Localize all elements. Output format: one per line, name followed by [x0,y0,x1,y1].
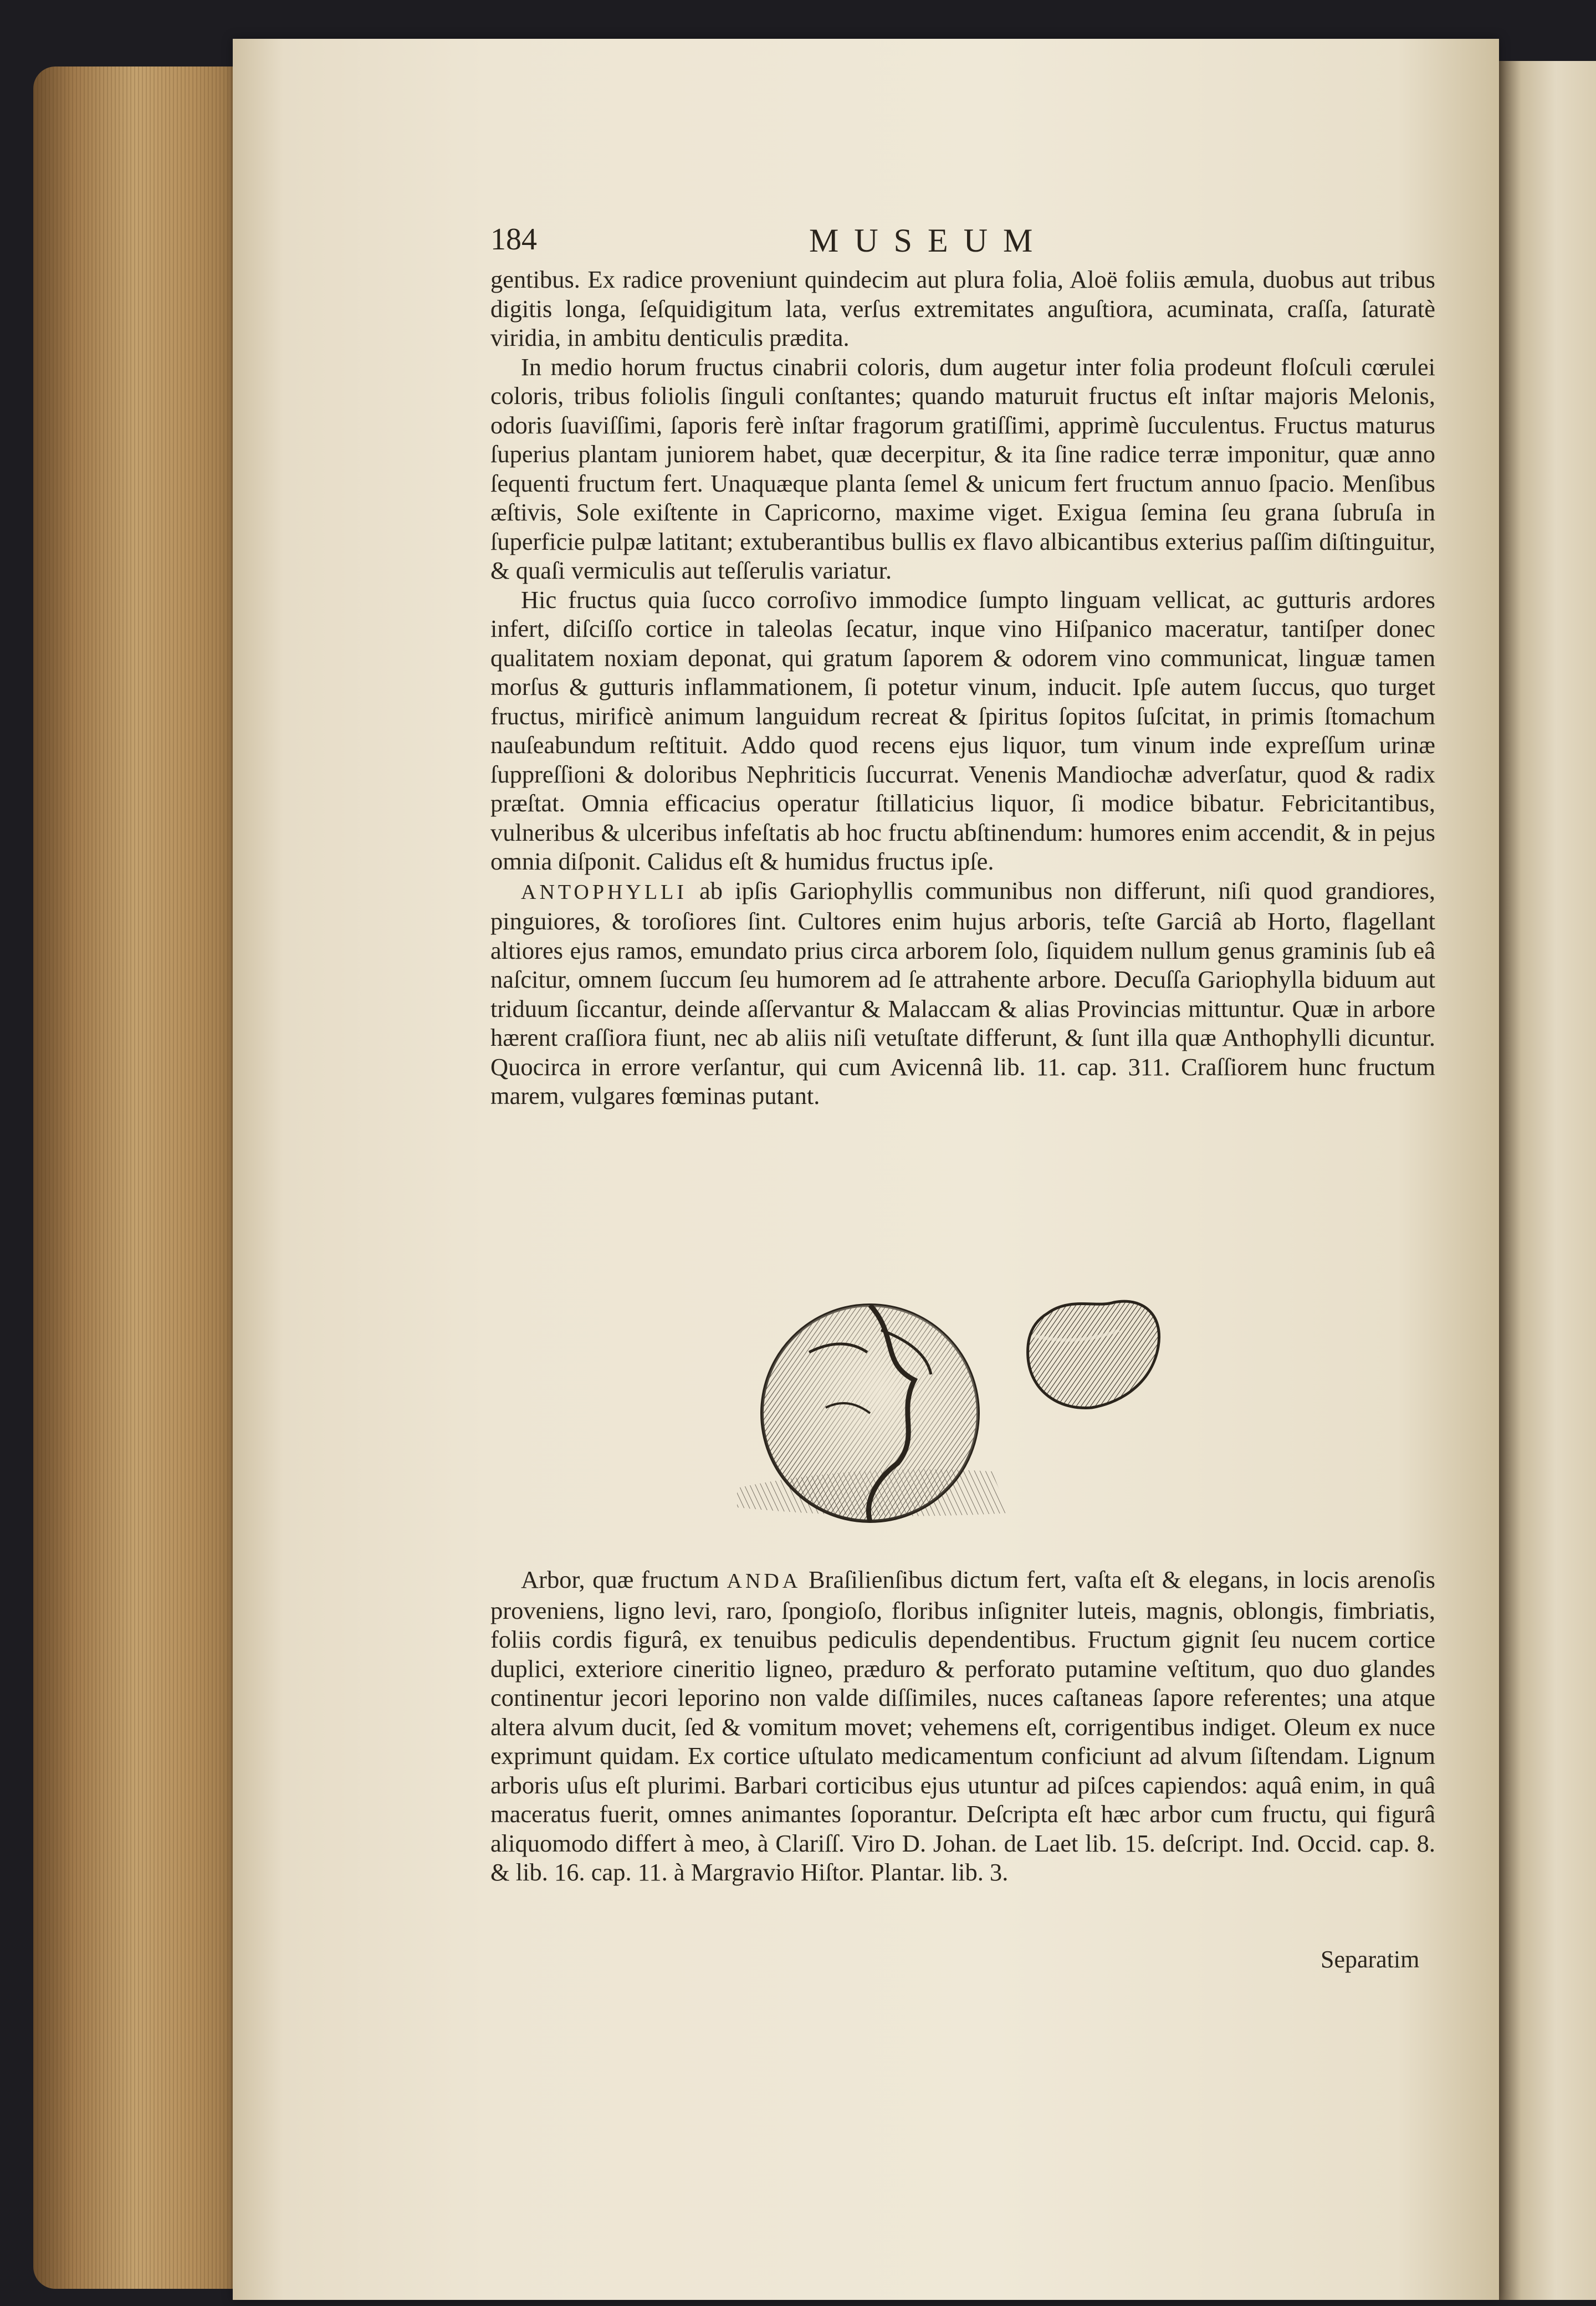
book-page-edges [33,67,260,2289]
antophylli-text: ab ipſis Gariophyllis communibus non differunt, niſi quod grandiores, pinguiores, & toroſiores ſint. Cultores enim hujus arboris, teſte Garciâ ab Horto, flagellant altiores ejus ramos, emundato prius circa arborem ſolo, ſiquidem nullum genus graminis ſub eâ naſcitur, omnem ſuccum ſeu humorem ad ſe attrahente arbore. Decuſſa Gariophylla biduum aut triduum ſiccantur, deinde aſſervantur & Malaccam & alias Provincias mittuntur. Quæ in arbore hærent craſſiora fiunt, nec ab aliis niſi vetuſtate differunt, & ſunt illa quæ Anthophylli dicuntur. Quocirca in errore verſantur, qui cum Avicennâ lib. 11. cap. 311. Craſſiorem hunc fructum marem, vulgares fœminas putant. [490,876,1435,1109]
woodcut-illustration [732,1269,1214,1541]
paragraph-hic-fructus: Hic fructus quia ſucco corroſivo immodice ſumpto linguam vellicat, ac gutturis ardores infert, diſciſſo cortice in taleolas ſecatur, inque vino Hiſpanico maceratur, tantiſper donec qualitatem noxiam deponat, qui gratum ſaporem & odorem vino communicat, linguæ tamen morſus & gutturis inflammationem, ſi potetur vinum, inducit. Ipſe autem ſuccus, quo turget fructus, mirificè animum languidum recreat & ſpiritus ſopitos ſuſcitat, in primis ſtomachum nauſeabundum reſtituit. Addo quod recens ejus liquor, tum vinum inde expreſſum urinæ ſuppreſſioni & doloribus Nephriticis ſuccurrat. Venenis Mandiochæ adverſatur, quod & radix præſtat. Omnia efficacius operatur ſtillaticius liquor, ſi modice bibatur. Febricitantibus, vulneribus & ulceribus infeſtatis ab hoc fructu abſtinendum: humores enim accendit, & in pejus omnia diſponit. Calidus eſt & humidus fructus ipſe. [490,585,1435,875]
paragraph-gentibus: gentibus. Ex radice proveniunt quindecim aut plura folia, Aloë foliis æmula, duobus aut tribus digitis longa, ſeſquidigitum lata, verſus extremitates anguſtiora, acuminata, craſſa, ſaturatè viridia, in ambitu denticulis prædita. [490,265,1435,351]
page-header [490,222,1433,266]
text-block-lower [490,1565,1435,1887]
nut-whole [762,1305,978,1521]
paragraph-antophylli [490,876,1435,1111]
catchword: Separatim [1321,1946,1420,1973]
keyword-antophylli: ANTOPHYLLI [521,880,687,904]
text-block-upper [490,265,1435,1111]
anda-text: Braſilienſibus dictum fert, vaſta eſt & elegans, in locis arenoſis proveniens, ligno levi, raro, ſpongioſo, floribus inſigniter luteis, magnis, oblongis, fimbriatis, foliis cordis figurâ, ex tenuibus pediculis dependentibus. Fructum gignit ſeu nucem cortice duplici, exteriore cineritio ligneo, præduro & perforato putamine veſtitum, quo duo glandes continentur jecori leporino non valde diſſimiles, nuces caſtaneas ſapore referentes; una atque altera alvum ducit, ſed & vomitum movet; vehemens eſt, corrigentibus indiget. Oleum ex nuce exprimunt quidam. Ex cortice uſtulato medicamentum conficiunt ad alvum ſiſtendam. Lignum arboris uſus eſt plurimi. Barbari corticibus ejus utuntur ad piſces capiendos: aquâ enim, in quâ maceratus fuerit, omnes animantes ſoporantur. Deſcripta eſt hæc arbor cum fructu, qui figurâ aliquomodo differt à meo, à Clariſſ. Viro D. Johan. de Laet lib. 15. deſcript. Ind. Occid. cap. 8. & lib. 16. cap. 11. à Margravio Hiſtor. Plantar. lib. 3. [490,1566,1435,1886]
paragraph-in-medio: In medio horum fructus cinabrii coloris, dum augetur inter folia prodeunt floſculi cœrulei coloris, tribus foliolis ſinguli conſtantes; quando maturuit fructus eſt inſtar majoris Melonis, odoris ſuaviſſimi, ſaporis ferè inſtar fragorum gratiſſimi, apprimè ſucculentus. Fructus maturus ſuperius plantam juniorem habet, quæ decerpitur, & ita ſine radice terræ imponitur, quæ anno ſequenti fructum fert. Unaquæque planta ſemel & unicum fert fructum annuo ſpacio. Menſibus æſtivis, Sole exiſtente in Capricorno, maxime viget. Exigua ſemina ſeu grana ſubruſa in ſuperficie pulpæ latitant; extuberantibus bullis ex flavo albicantibus exterius paſſim diſtinguitur, & quaſi vermiculis aut teſſerulis variatur. [490,352,1435,584]
paragraph-anda [490,1565,1435,1887]
facing-page-edge [1496,61,1596,2300]
keyword-anda: ANDA [727,1569,801,1593]
nut-kernel [1028,1301,1159,1408]
page-number: 184 [490,222,537,257]
running-title: MUSEUM [809,222,1048,259]
anda-lead: Arbor, quæ fructum [521,1566,727,1593]
